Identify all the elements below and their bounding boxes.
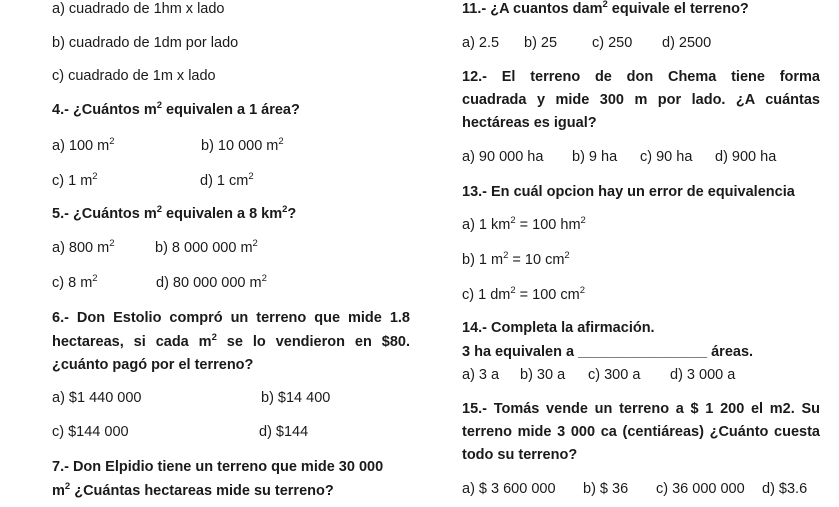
q15-option-d: d) $3.6 bbox=[762, 481, 808, 497]
question-15-line-3: todo su terreno? bbox=[462, 447, 578, 463]
question-15-line-2: terreno mide 3 000 ca (centiáreas) ¿Cuánto cuesta bbox=[462, 424, 820, 440]
question-6-line-1: 6.- Don Estolio compró un terreno que mide 1.8 bbox=[52, 310, 410, 326]
question-12-line-2: cuadrada y mide 300 m por lado. ¿A cuántas bbox=[462, 92, 820, 108]
q15-option-b: b) $ 36 bbox=[583, 481, 629, 497]
q6-option-a: a) $1 440 000 bbox=[52, 390, 142, 406]
question-13: 13.- En cuál opcion hay un error de equivalencia bbox=[462, 184, 795, 200]
q12-option-d: d) 900 ha bbox=[715, 149, 777, 165]
q14-option-d: d) 3 000 a bbox=[670, 367, 736, 383]
question-6-line-2: hectareas, si cada $m^2$ se lo vendieron en $80. bbox=[52, 332, 410, 350]
question-11: 11.- ¿A cuantos dam$^2$ equivale el terreno? bbox=[462, 0, 749, 17]
q5-option-a: a) 800 $m^2$ bbox=[52, 238, 115, 256]
q6-option-c: c) $144 000 bbox=[52, 424, 129, 440]
question-6-line-3: ¿cuánto pagó por el terreno? bbox=[52, 357, 254, 373]
q12-option-b: b) 9 ha bbox=[572, 149, 618, 165]
q4-option-a: a) 100 $m^2$ bbox=[52, 136, 115, 154]
option-1dm: b) cuadrado de 1dm por lado bbox=[52, 35, 239, 51]
q15-option-a: a) $ 3 600 000 bbox=[462, 481, 556, 497]
q13-option-c: c) 1 $dm^2 = 100$ $cm^2$ bbox=[462, 285, 586, 303]
q13-option-a: a) 1 $km^2 = 100$ $hm^2$ bbox=[462, 215, 586, 233]
q11-option-c: c) 250 bbox=[592, 35, 633, 51]
question-12-line-1: 12.- El terreno de don Chema tiene forma bbox=[462, 69, 820, 85]
question-7-line-2: $m^2$ ¿Cuántas hectareas mide su terreno? bbox=[52, 481, 334, 499]
q12-option-a: a) 90 000 ha bbox=[462, 149, 544, 165]
q12-option-c: c) 90 ha bbox=[640, 149, 693, 165]
q4-option-d: d) 1 $cm^2$ bbox=[200, 171, 254, 189]
q15-option-c: c) 36 000 000 bbox=[656, 481, 745, 497]
q5-option-c: c) 8 $m^2$ bbox=[52, 273, 98, 291]
q5-option-d: d) 80 000 000 $m^2$ bbox=[156, 273, 267, 291]
question-5: 5.- ¿Cuántos $m^2$ equivalen a 8 $km^2$? bbox=[52, 204, 297, 222]
question-14-line-1: 14.- Completa la afirmación. bbox=[462, 320, 655, 336]
question-15-line-1: 15.- Tomás vende un terreno a $ 1 200 el m2. Su bbox=[462, 401, 820, 417]
option-1m: c) cuadrado de 1m x lado bbox=[52, 68, 216, 84]
question-4: 4.- ¿Cuántos $m^2$ equivalen a 1 área? bbox=[52, 100, 300, 118]
q5-option-b: b) 8 000 000 $m^2$ bbox=[155, 238, 258, 256]
question-7-line-1: 7.- Don Elpidio tiene un terreno que mide 30 000 bbox=[52, 459, 384, 475]
q13-option-b: b) 1 $m^2 = 10$ $cm^2$ bbox=[462, 250, 570, 268]
q11-option-a: a) 2.5 bbox=[462, 35, 500, 51]
q6-option-d: d) $144 bbox=[259, 424, 309, 440]
q14-option-b: b) 30 a bbox=[520, 367, 566, 383]
q14-option-c: c) 300 a bbox=[588, 367, 641, 383]
q4-option-b: b) 10 000 $m^2$ bbox=[201, 136, 284, 154]
q11-option-d: d) 2500 bbox=[662, 35, 712, 51]
q11-option-b: b) 25 bbox=[524, 35, 558, 51]
q14-option-a: a) 3 a bbox=[462, 367, 500, 383]
answer-blank[interactable]: ________________ bbox=[578, 344, 708, 360]
question-14-line-2: 3 ha equivalen a ________________ áreas. bbox=[462, 344, 754, 360]
q6-option-b: b) $14 400 bbox=[261, 390, 331, 406]
option-1hm: a) cuadrado de 1hm x lado bbox=[52, 1, 225, 17]
q4-option-c: c) 1 $m^2$ bbox=[52, 171, 98, 189]
question-12-line-3: hectáreas es igual? bbox=[462, 115, 597, 131]
